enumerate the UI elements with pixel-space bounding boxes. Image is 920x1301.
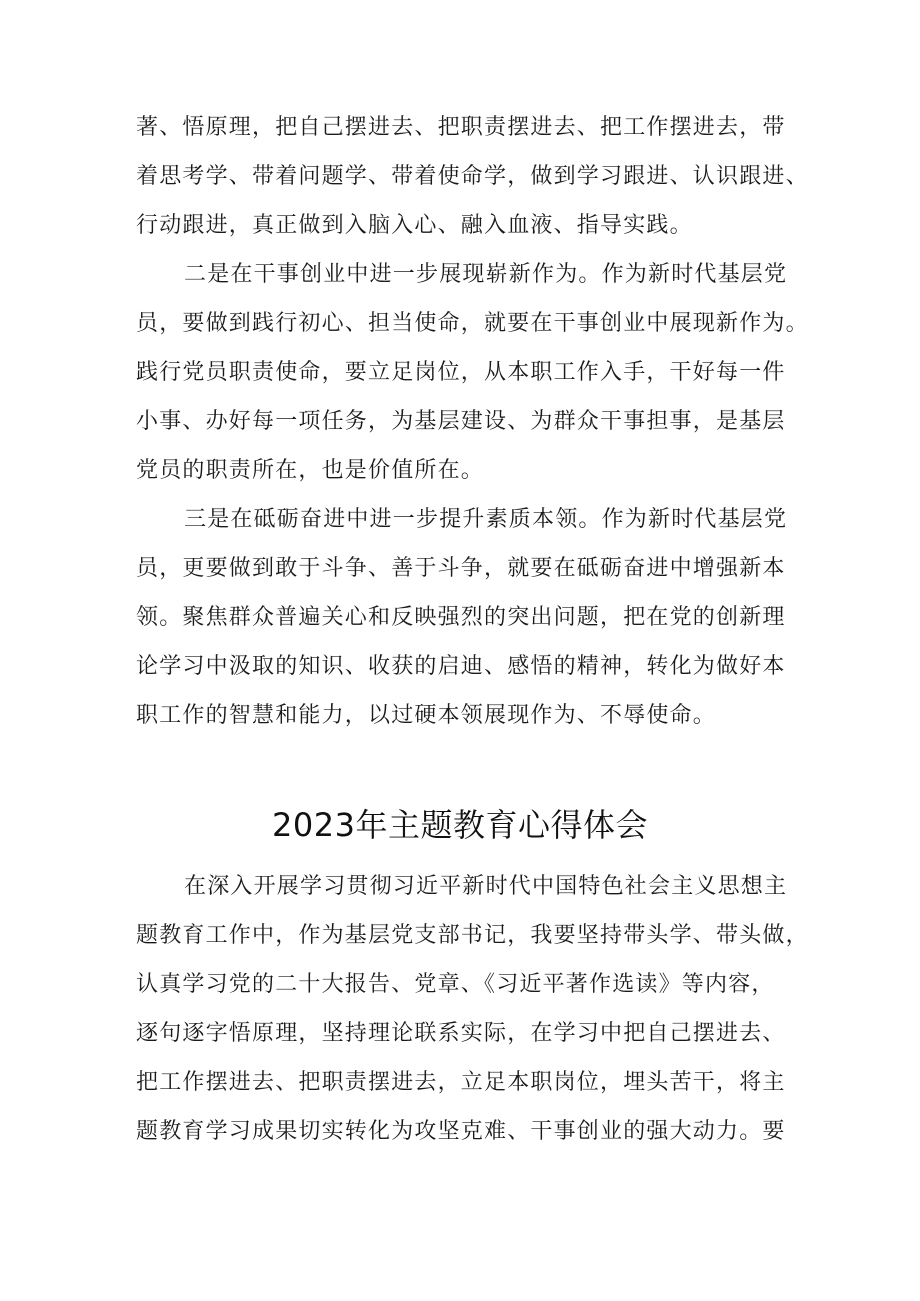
text-line: 逐句逐字悟原理，坚持理论联系实际，在学习中把自己摆进去、 xyxy=(136,1021,786,1046)
section-new-article xyxy=(136,862,809,1156)
text-line: 着思考学、带着问题学、带着使命学，做到学习跟进、认识跟进、 xyxy=(136,164,809,189)
text-line: 把工作摆进去、把职责摆进去，立足本职岗位，埋头苦干，将主 xyxy=(136,1070,786,1095)
text-line: 题教育学习成果切实转化为攻坚克难、干事创业的强大动力。要 xyxy=(136,1119,786,1144)
text-line: 党员的职责所在，也是价值所在。 xyxy=(136,458,485,483)
text-line: 三是在砥砺奋进中进一步提升素质本领。作为新时代基层党 xyxy=(184,507,788,532)
text-line: 著、悟原理，把自己摆进去、把职责摆进去、把工作摆进去，带 xyxy=(136,115,786,140)
text-line: 在深入开展学习贯彻习近平新时代中国特色社会主义思想主 xyxy=(184,874,788,899)
article-title: 2023年主题教育心得体会 xyxy=(272,806,648,845)
text-line: 论学习中汲取的知识、收获的启迪、感悟的精神，转化为做好本 xyxy=(136,654,786,679)
text-line: 小事、办好每一项任务，为基层建设、为群众干事担事，是基层 xyxy=(136,409,786,434)
paragraph-point-three xyxy=(136,495,796,740)
text-line: 职工作的智慧和能力，以过硬本领展现作为、不辱使命。 xyxy=(136,703,717,728)
paragraph-intro xyxy=(136,862,809,1156)
text-line: 认真学习党的二十大报告、党章、《习近平著作选读》等内容， xyxy=(136,972,775,997)
text-line: 题教育工作中，作为基层党支部书记，我要坚持带头学、带头做， xyxy=(136,923,809,948)
text-line: 领。聚焦群众普遍关心和反映强烈的突出问题，把在党的创新理 xyxy=(136,605,786,630)
paragraph-point-two xyxy=(136,250,809,495)
section-previous-article xyxy=(136,103,809,740)
text-line: 践行党员职责使命，要立足岗位，从本职工作入手，干好每一件 xyxy=(136,360,786,385)
text-line: 行动跟进，真正做到入脑入心、融入血液、指导实践。 xyxy=(136,213,693,238)
text-line: 员，更要做到敢于斗争、善于斗争，就要在砥砺奋进中增强新本 xyxy=(136,556,786,581)
paragraph-continued xyxy=(136,103,809,250)
text-line: 员，要做到践行初心、担当使命，就要在干事创业中展现新作为。 xyxy=(136,311,809,336)
text-line: 二是在干事创业中进一步展现崭新作为。作为新时代基层党 xyxy=(184,262,788,287)
